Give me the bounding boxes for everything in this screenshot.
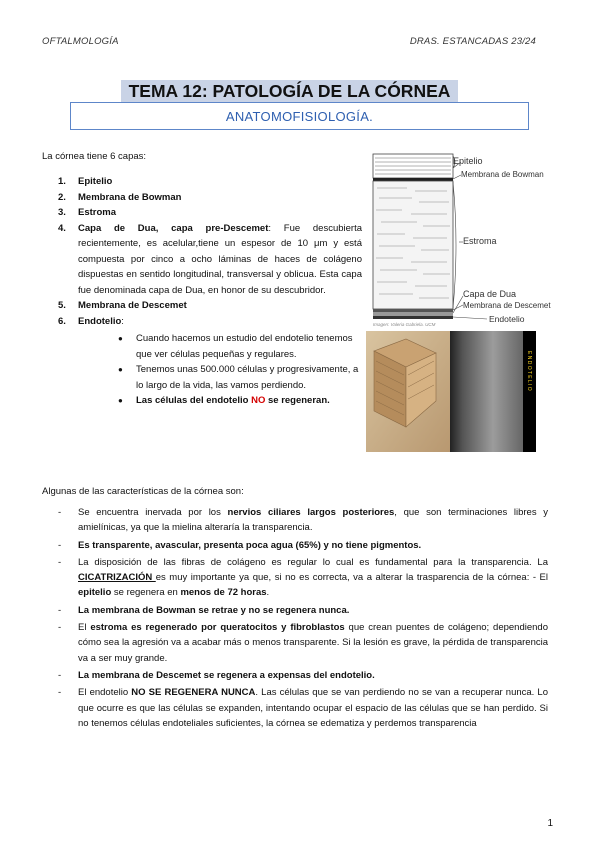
label-bowman: Membrana de Bowman xyxy=(461,170,544,179)
label-epitelio: Epitelio xyxy=(453,156,483,166)
characteristics-intro: Algunas de las características de la córnea son: xyxy=(42,486,244,497)
page-number: 1 xyxy=(547,818,553,829)
list-item: ● Las células del endotelio NO se regeneran. xyxy=(118,393,362,409)
intro-text: La córnea tiene 6 capas: xyxy=(42,151,147,162)
section-heading: ANATOMOFISIOLOGÍA. xyxy=(70,102,529,130)
bullet-icon: ● xyxy=(118,365,123,374)
cornea-layers-diagram xyxy=(367,150,551,328)
list-item: - La membrana de Bowman se retrae y no se regenera nunca. xyxy=(58,604,350,616)
list-item: - La membrana de Descemet se regenera a expensas del endotelio. xyxy=(58,669,375,681)
list-item: - Se encuentra inervada por los nervios ciliares largos posteriores, que son terminaciones libres y amielínicas, ya que la mielina alteraría la transparencia. xyxy=(58,507,549,534)
header-authors: DRAS. ESTANCADAS 23/24 xyxy=(409,36,536,47)
list-item: 6. Endotelio: ● Cuando hacemos un estudio del endotelio tenemos que ver células pequeñas y regulares. ● Tenemos unas 500.000 células y progresivamente, a lo largo de la vida, las vamos perdiendo. ● Las células del endotelio NO se regeneran. xyxy=(58,314,362,409)
page-title: TEMA 12: PATOLOGÍA DE LA CÓRNEA xyxy=(121,80,458,102)
header-course: OFTALMOLOGÍA xyxy=(42,36,119,47)
bullet-icon: ● xyxy=(118,396,123,405)
list-item: ● Cuando hacemos un estudio del endotelio tenemos que ver células pequeñas y regulares. xyxy=(118,333,353,360)
list-item: - El estroma es regenerado por queratocitos y fibroblastos que crean puentes de colágeno; dependiendo cómo sea la agresión va a acabar más o menos transparente. Si la lesión es grave, la pérdida de transparencia va a ser muy grande. xyxy=(58,622,548,664)
label-capa-dua: Capa de Dua xyxy=(463,289,517,299)
endotelio-bullets xyxy=(78,331,362,409)
list-item: 4. Capa de Dua, capa pre-Descemet: Fue descubierta recientemente, es acelular,tiene un espesor de 10 μm y está compuesta por cinco a ocho láminas de haces de colágeno dispuestas en sentido longitudinal, transversal y oblicua. Esta capa fue denominada capa de Dua, en honor de su descubridor. xyxy=(58,222,363,296)
endotelio-vertical-label: E N D O T E L I O xyxy=(526,351,532,391)
list-item: - Es transparente, avascular, presenta poca agua (65%) y no tiene pigmentos. xyxy=(58,539,422,551)
layers-list xyxy=(58,174,362,409)
label-endotelio: Endotelio xyxy=(489,314,525,324)
cornea-histology-photo xyxy=(366,331,536,452)
characteristics-list xyxy=(58,505,548,733)
list-item: 2. Membrana de Bowman xyxy=(58,191,182,203)
list-item: - La disposición de las fibras de colágeno es regular lo cual es fundamental para la transparencia. La CICATRIZACIÓN es muy importante ya que, si no es correcta, va a alterar la trasparencia de la córnea: - El epitelio se regenera en menos de 72 horas. xyxy=(58,556,548,599)
list-item: 1. Epitelio xyxy=(58,176,113,187)
image-credit: Imagen: Valeria Gabriela. UCM xyxy=(373,322,436,327)
list-item: - El endotelio NO SE REGENERA NUNCA. Las células que se van perdiendo no se van a recuperar nunca. Lo que ocurre es que las células se expanden, intentando ocupar el espacio de las células que se han perdido. Si no tenemos células endoteliales suficientes, la córnea se edematiza y perdemos transparencia xyxy=(58,687,549,729)
list-item: 3. Estroma xyxy=(58,207,117,218)
bullet-icon: ● xyxy=(118,334,123,343)
list-item: ● Tenemos unas 500.000 células y progresivamente, a lo largo de la vida, las vamos perdiendo. xyxy=(118,364,359,391)
label-descemet: Membrana de Descemet xyxy=(463,301,551,310)
label-estroma: Estroma xyxy=(463,236,497,246)
list-item: 5. Membrana de Descemet xyxy=(58,300,187,311)
